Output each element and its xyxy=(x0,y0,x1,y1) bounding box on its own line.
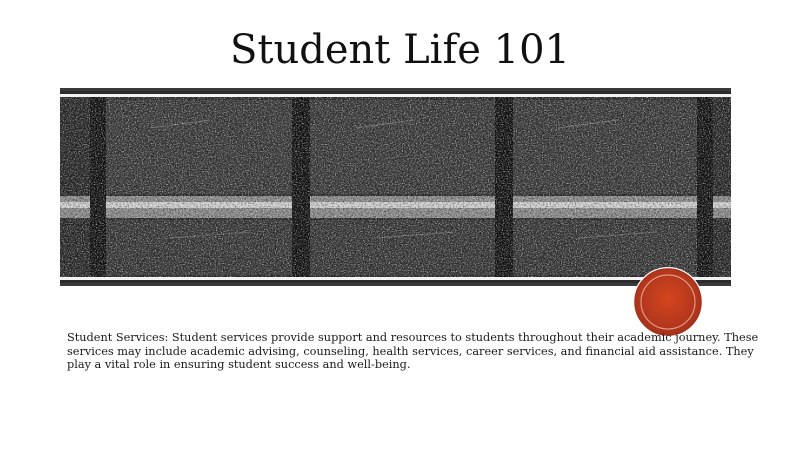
texture-banner-graphic xyxy=(60,88,731,286)
texture-banner-image xyxy=(60,88,731,286)
red-circle-badge-icon xyxy=(632,266,704,338)
slide-title: Student Life 101 xyxy=(230,27,570,73)
student-services-paragraph: Student Services: Student services provide support and resources to students throughout their academic journey. These services may include academic advising, counseling, health services, career services, and financial aid assistance. They play a vital role in ensuring student success and well-being. xyxy=(67,331,759,372)
